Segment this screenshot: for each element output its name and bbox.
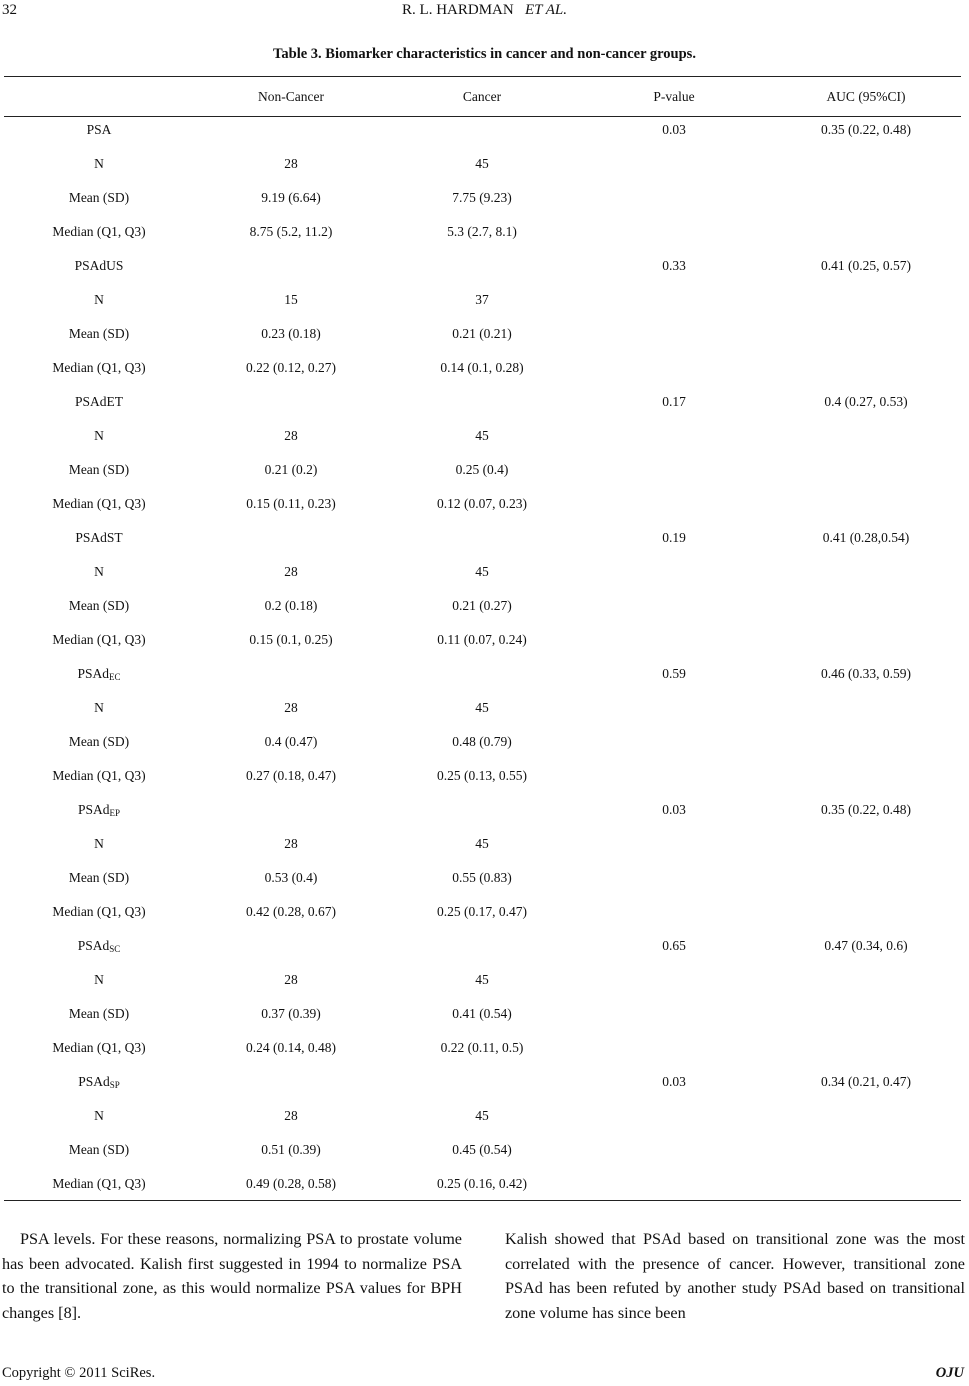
non-cancer-value: 0.49 (0.28, 0.58) [246, 1176, 336, 1191]
table-row [4, 290, 961, 324]
p-value-cell: 0.17 [662, 394, 686, 409]
statistic-label: Median (Q1, Q3) [52, 224, 146, 239]
table-row-group-header [4, 664, 961, 698]
auc-cell: 0.34 (0.21, 0.47) [821, 1074, 911, 1089]
non-cancer-value: 0.23 (0.18) [261, 326, 321, 341]
statistic-label: Mean (SD) [68, 870, 130, 885]
biomarker-name [75, 528, 122, 548]
biomarker-name [75, 392, 123, 412]
cancer-value: 7.75 (9.23) [452, 190, 512, 205]
non-cancer-value: 28 [284, 972, 298, 987]
table-row [4, 1174, 961, 1208]
p-value-cell: 0.03 [662, 1074, 686, 1089]
cancer-value: 0.25 (0.13, 0.55) [437, 768, 527, 783]
body-paragraph-left: PSA levels. For these reasons, normalizing PSA to prostate volume has been advocated. Kalish first suggested in 1994 to normalize PSA to the transitional zone, as this would normalize PSA values for BPH changes [8]. [2, 1230, 462, 1322]
cancer-value: 45 [475, 1108, 489, 1123]
table-row [4, 1140, 961, 1174]
p-value-cell: 0.03 [662, 122, 686, 137]
table-row [4, 494, 961, 528]
column-header-non-cancer: Non-Cancer [258, 89, 324, 104]
biomarker-name [78, 1072, 120, 1095]
statistic-label: Mean (SD) [68, 326, 130, 341]
p-value-cell: 0.33 [662, 258, 686, 273]
cancer-value: 45 [475, 972, 489, 987]
non-cancer-value: 0.53 (0.4) [264, 870, 318, 885]
table-header-row [4, 78, 961, 116]
cancer-value: 0.14 (0.1, 0.28) [440, 360, 524, 375]
cancer-value: 45 [475, 700, 489, 715]
table-row [4, 766, 961, 800]
table-row [4, 1038, 961, 1072]
non-cancer-value: 0.42 (0.28, 0.67) [246, 904, 336, 919]
biomarker-name-subscript: EP [109, 808, 121, 818]
biomarker-name-subscript: SC [109, 944, 121, 954]
cancer-value: 45 [475, 564, 489, 579]
biomarker-name [78, 936, 121, 959]
table-row-group-header [4, 800, 961, 834]
table-row [4, 698, 961, 732]
non-cancer-value: 0.4 (0.47) [264, 734, 318, 749]
non-cancer-value: 0.21 (0.2) [264, 462, 318, 477]
cancer-value: 0.22 (0.11, 0.5) [440, 1040, 524, 1055]
statistic-label: Median (Q1, Q3) [52, 496, 146, 511]
body-text-right-column [505, 1227, 965, 1325]
statistic-label: N [94, 972, 104, 987]
biomarker-name-base: PSA [86, 122, 112, 137]
cancer-value: 0.55 (0.83) [452, 870, 512, 885]
table-row [4, 1106, 961, 1140]
statistic-label: Mean (SD) [68, 1142, 130, 1157]
statistic-label: Median (Q1, Q3) [52, 632, 146, 647]
auc-cell: 0.41 (0.28,0.54) [822, 530, 910, 545]
p-value-cell: 0.03 [662, 802, 686, 817]
cancer-value: 45 [475, 428, 489, 443]
non-cancer-value: 0.24 (0.14, 0.48) [246, 1040, 336, 1055]
non-cancer-value: 28 [284, 1108, 298, 1123]
statistic-label: N [94, 1108, 104, 1123]
table-row [4, 970, 961, 1004]
page-number: 32 [2, 2, 17, 18]
statistic-label: N [94, 700, 104, 715]
auc-cell: 0.4 (0.27, 0.53) [824, 394, 908, 409]
statistic-label: Mean (SD) [68, 734, 130, 749]
non-cancer-value: 0.27 (0.18, 0.47) [246, 768, 336, 783]
table-row-group-header [4, 936, 961, 970]
non-cancer-value: 28 [284, 564, 298, 579]
statistic-label: Mean (SD) [68, 598, 130, 613]
statistic-label: N [94, 292, 104, 307]
table-row [4, 902, 961, 936]
table-row [4, 596, 961, 630]
footer-journal: OJU [935, 1365, 964, 1381]
statistic-label: Median (Q1, Q3) [52, 904, 146, 919]
table-row [4, 630, 961, 664]
non-cancer-value: 8.75 (5.2, 11.2) [249, 224, 333, 239]
table-row-group-header [4, 392, 961, 426]
non-cancer-value: 28 [284, 836, 298, 851]
running-head [0, 2, 969, 19]
statistic-label: N [94, 564, 104, 579]
cancer-value: 45 [475, 836, 489, 851]
non-cancer-value: 0.15 (0.1, 0.25) [249, 632, 333, 647]
column-header-p-value: P-value [653, 89, 695, 104]
column-header-auc: AUC (95%CI) [826, 89, 906, 104]
cancer-value: 0.48 (0.79) [452, 734, 512, 749]
table-row [4, 358, 961, 392]
non-cancer-value: 9.19 (6.64) [261, 190, 321, 205]
p-value-cell: 0.59 [662, 666, 686, 681]
table-row [4, 732, 961, 766]
table-row [4, 154, 961, 188]
biomarker-name-base: PSAd [77, 802, 110, 817]
cancer-value: 0.25 (0.17, 0.47) [437, 904, 527, 919]
non-cancer-value: 0.2 (0.18) [264, 598, 318, 613]
table-row-group-header [4, 1072, 961, 1106]
cancer-value: 0.21 (0.21) [452, 326, 512, 341]
statistic-label: Median (Q1, Q3) [52, 360, 146, 375]
table-row-group-header [4, 120, 961, 154]
auc-cell: 0.41 (0.25, 0.57) [821, 258, 911, 273]
biomarker-name-base: PSAd [77, 666, 109, 681]
cancer-value: 0.41 (0.54) [452, 1006, 512, 1021]
statistic-label: Mean (SD) [68, 1006, 130, 1021]
biomarker-name-base: PSAd [78, 1074, 110, 1089]
non-cancer-value: 28 [284, 700, 298, 715]
statistic-label: Median (Q1, Q3) [52, 1176, 146, 1191]
biomarker-name [75, 256, 124, 276]
statistic-label: N [94, 428, 104, 443]
table-row [4, 222, 961, 256]
cancer-value: 0.45 (0.54) [452, 1142, 512, 1157]
table-caption: Table 3. Biomarker characteristics in cancer and non-cancer groups. [273, 46, 696, 62]
statistic-label: Mean (SD) [68, 190, 130, 205]
biomarker-name-subscript: SP [109, 1080, 120, 1090]
non-cancer-value: 28 [284, 156, 298, 171]
body-paragraph-right: Kalish showed that PSAd based on transitional zone was the most correlated with the presence of cancer. However, transitional zone PSAd has been refuted by another study PSAd based on transitional zone volume has since been [505, 1230, 965, 1322]
non-cancer-value: 15 [284, 292, 298, 307]
table-header-rule [4, 116, 961, 117]
statistic-label: Median (Q1, Q3) [52, 768, 146, 783]
statistic-label: Mean (SD) [68, 462, 130, 477]
auc-cell: 0.35 (0.22, 0.48) [821, 122, 911, 137]
footer-copyright: Copyright © 2011 SciRes. [2, 1365, 156, 1381]
biomarker-name [87, 120, 112, 140]
cancer-value: 0.25 (0.16, 0.42) [437, 1176, 527, 1191]
cancer-value: 0.25 (0.4) [455, 462, 509, 477]
table-row [4, 1004, 961, 1038]
running-head-et-al: ET AL. [524, 2, 567, 18]
cancer-value: 0.12 (0.07, 0.23) [437, 496, 527, 511]
non-cancer-value: 0.22 (0.12, 0.27) [246, 360, 336, 375]
biomarker-name [78, 800, 120, 823]
biomarker-name-base: PSAd [77, 938, 110, 953]
biomarker-name-base: PSAdET [74, 394, 124, 409]
statistic-label: N [94, 156, 104, 171]
biomarker-name-subscript: EC [109, 672, 121, 682]
cancer-value: 45 [475, 156, 489, 171]
column-header-cancer: Cancer [462, 89, 502, 104]
cancer-value: 0.11 (0.07, 0.24) [437, 632, 527, 647]
biomarker-name-base: PSAdST [75, 530, 123, 545]
table-row [4, 834, 961, 868]
table-row [4, 324, 961, 358]
biomarker-name [77, 664, 120, 687]
table-row [4, 460, 961, 494]
auc-cell: 0.46 (0.33, 0.59) [821, 666, 911, 681]
statistic-label: Median (Q1, Q3) [52, 1040, 146, 1055]
cancer-value: 0.21 (0.27) [452, 598, 512, 613]
table-row [4, 188, 961, 222]
running-head-authors: R. L. HARDMAN [402, 2, 514, 18]
non-cancer-value: 28 [284, 428, 298, 443]
auc-cell: 0.35 (0.22, 0.48) [821, 802, 911, 817]
table-row [4, 426, 961, 460]
p-value-cell: 0.65 [662, 938, 686, 953]
statistic-label: N [94, 836, 104, 851]
body-text-left-column [2, 1227, 462, 1325]
table-top-rule [4, 76, 961, 77]
cancer-value: 5.3 (2.7, 8.1) [447, 224, 517, 239]
p-value-cell: 0.19 [662, 530, 686, 545]
auc-cell: 0.47 (0.34, 0.6) [824, 938, 908, 953]
non-cancer-value: 0.15 (0.11, 0.23) [246, 496, 336, 511]
table-row [4, 868, 961, 902]
non-cancer-value: 0.37 (0.39) [261, 1006, 321, 1021]
table-row-group-header [4, 256, 961, 290]
non-cancer-value: 0.51 (0.39) [261, 1142, 321, 1157]
table-row-group-header [4, 528, 961, 562]
biomarker-name-base: PSAdUS [74, 258, 124, 273]
table-row [4, 562, 961, 596]
cancer-value: 37 [475, 292, 489, 307]
